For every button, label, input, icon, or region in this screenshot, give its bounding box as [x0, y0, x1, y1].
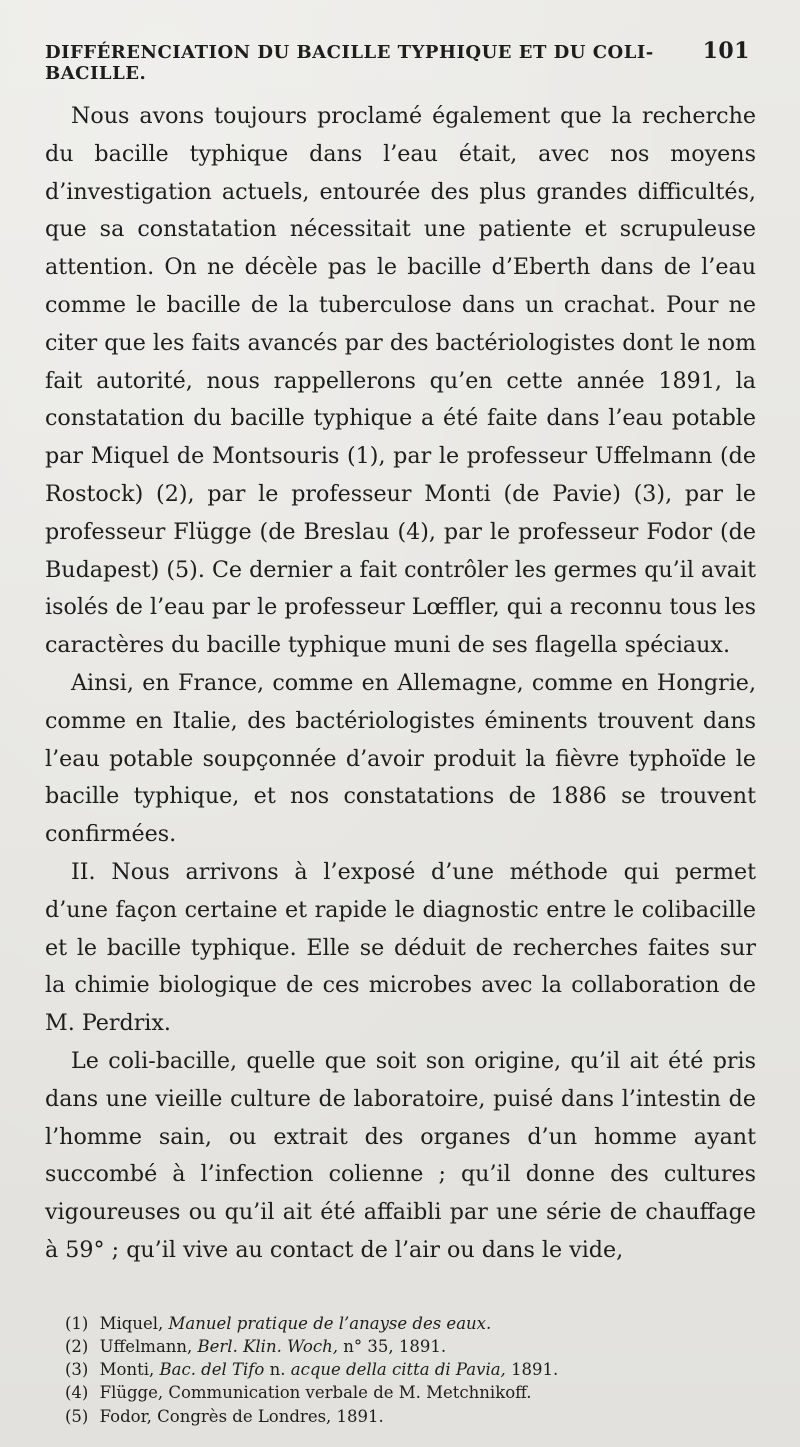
footnote-title: Bac. del Tifo	[159, 1360, 265, 1380]
footnote-title: Berl. Klin. Woch,	[197, 1336, 338, 1356]
footnote-1	[65, 1312, 756, 1335]
body-text	[45, 98, 756, 1270]
paragraph-1: Nous avons toujours proclamé également que la recherche du bacille typhique dans l’eau était, avec nos moyens d’investigation actuels, entourée des plus grandes difficultés, que sa constatation nécessitait une patiente et scrupuleuse attention. On ne décèle pas le bacille d’Eberth dans de l’eau comme le bacille de la tuberculose dans un crachat. Pour ne citer que les faits avancés par des bactériologistes dont le nom fait autorité, nous rappellerons qu’en cette année 1891, la constatation du bacille typhique a été faite dans l’eau potable par Miquel de Montsouris (1), par le professeur Uffelmann (de Rostock) (2), par le professeur Monti (de Pavie) (3), par le professeur Flügge (de Breslau (4), par le professeur Fodor (de Budapest) (5). Ce dernier a fait contrôler les germes qu’il avait isolés de l’eau par le professeur Lœffler, qui a reconnu tous les caractères du bacille typhique muni de ses flagella spéciaux.	[45, 103, 756, 659]
paragraph-4: Le coli-bacille, quelle que soit son origine, qu’il ait été pris dans une vieille culture de laboratoire, puisé dans l’intestin de l’homme sain, ou extrait des organes d’un homme ayant succombé à l’infection colienne ; qu’il donne des cultures vigoureuses ou qu’il ait été affaibli par une série de chauffage à 59° ; qu’il vive au contact de l’air ou dans le vide,	[45, 1047, 756, 1263]
footnote-5	[65, 1405, 756, 1428]
footnote-4	[65, 1381, 756, 1404]
footnote-author: Fodor, Congrès de Londres, 1891.	[99, 1406, 384, 1426]
paragraph-2: Ainsi, en France, comme en Allemagne, comme en Hongrie, comme en Italie, des bactériologistes éminents trouvent dans l’eau potable soupçonnée d’avoir produit la fièvre typhoïde le bacille typhique, et nos constatations de 1886 se trouvent confirmées.	[45, 669, 756, 848]
footnote-author: Flügge, Communication verbale de M. Metchnikoff.	[99, 1383, 532, 1403]
footnote-number: (4)	[65, 1383, 89, 1403]
footnote-ref: n.	[269, 1360, 286, 1380]
footnote-author: Monti,	[99, 1360, 155, 1380]
running-head	[45, 38, 756, 84]
footnote-title: Manuel pratique de l’anayse des eaux.	[168, 1313, 492, 1333]
footnote-3	[65, 1358, 756, 1381]
footnote-ref-2: 1891.	[511, 1360, 559, 1380]
footnote-author: Uffelmann,	[99, 1336, 193, 1356]
footnote-author: Miquel,	[99, 1313, 164, 1333]
footnote-number: (1)	[65, 1313, 89, 1333]
page-number: 101	[702, 38, 750, 64]
footnote-title-2: acque della citta di Pavia,	[290, 1360, 506, 1380]
footnote-number: (3)	[65, 1360, 89, 1380]
paragraph-3: II. Nous arrivons à l’exposé d’une méthode qui permet d’une façon certaine et rapide le diagnostic entre le colibacille et le bacille typhique. Elle se déduit de recherches faites sur la chimie biologique de ces microbes avec la collaboration de M. Perdrix.	[45, 858, 756, 1037]
footnotes	[45, 1312, 756, 1428]
footnote-number: (5)	[65, 1406, 89, 1426]
footnote-2	[65, 1335, 756, 1358]
footnote-number: (2)	[65, 1336, 89, 1356]
running-title: DIFFÉRENCIATION DU BACILLE TYPHIQUE ET DU COLI-BACILLE.	[45, 42, 654, 84]
footnote-ref: n° 35, 1891.	[343, 1336, 447, 1356]
